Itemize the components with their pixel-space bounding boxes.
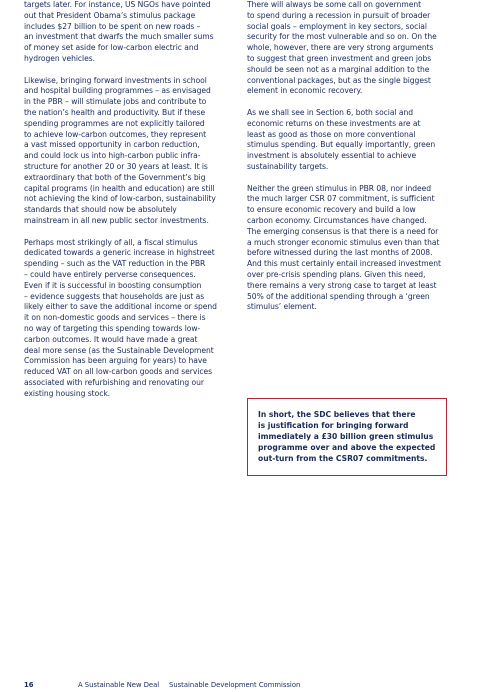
right-column xyxy=(247,0,473,324)
highlight-callout-box: In short, the SDC believes that there is justification for bringing forward immediately a £30 billion green stimulus programme over and above the expected out-turn from the CSR07 commitments. xyxy=(247,398,447,476)
page-number: 16 xyxy=(24,681,34,689)
right-paragraph-2: As we shall see in Section 6, both social and economic returns on these investments are at least as good as those on more conventional stimulus spending. But equally importantly, green investment is absolutely essential to achieve sustainability targets. xyxy=(247,107,436,171)
footer-organisation: Sustainable Development Commission xyxy=(169,681,301,689)
left-paragraph-1: targets later. For instance, US NGOs have pointed out that President Obama’s stimulus package includes $27 billion to be spent on new roads – an investment that dwarfs the much smaller sums of money set aside for low-carbon electric and hydrogen vehicles. xyxy=(24,0,214,63)
left-paragraph-3: Perhaps most strikingly of all, a fiscal stimulus dedicated towards a generic increase in highstreet spending – such as the VAT reduction in the PBR – could have entirely perverse consequences. Even if it is successful in boosting consumption – evidence suggests that households are just as likely either to save the additional income or spend it on non-domestic goods and services – there is no way of targeting this spending towards low- carbon outcomes. It would have made a great deal more sense (as the Sustainable Development Commission has been arguing for years) to have reduced VAT on all low-carbon goods and services associated with refurbishing and renovating our existing housing stock. xyxy=(24,237,217,398)
left-paragraph-2: Likewise, bringing forward investments in school and hospital building programmes – as envisaged in the PBR – will stimulate jobs and contribute to the nation’s health and productivity. But if these spending programmes are not explicitly tailored to achieve low-carbon outcomes, they represent a vast missed opportunity in carbon reduction, and could lock us into high-carbon public infra- structure for another 20 or 30 years at least. It is extraordinary that both of the Government’s big capital programs (in health and education) are still not achieving the kind of low-carbon, sustainability standards that should now be absolutely mainstream in all new public sector investments. xyxy=(24,75,216,225)
right-paragraph-3: Neither the green stimulus in PBR 08, nor indeed the much larger CSR 07 commitment, is sufficient to ensure economic recovery and build a low carbon economy. Circumstances have changed. The emerging consensus is that there is a need for a much stronger economic stimulus even than that before witnessed during the last months of 2008. And this must certainly entail increased investment over pre-crisis spending plans. Given this need, there remains a very strong case to target at least 50% of the additional spending through a ‘green stimulus’ element. xyxy=(247,183,441,312)
right-paragraph-1: There will always be some call on government to spend during a recession in pursuit of broader social goals – employment in key sectors, social security for the most vulnerable and so on. On the whole, however, there are very strong arguments to suggest that green investment and green jobs should be seen not as a marginal addition to the conventional packages, but as the single biggest element in economic recovery. xyxy=(247,0,437,96)
footer-publication-title: A Sustainable New Deal xyxy=(78,681,160,689)
left-column xyxy=(24,0,250,410)
